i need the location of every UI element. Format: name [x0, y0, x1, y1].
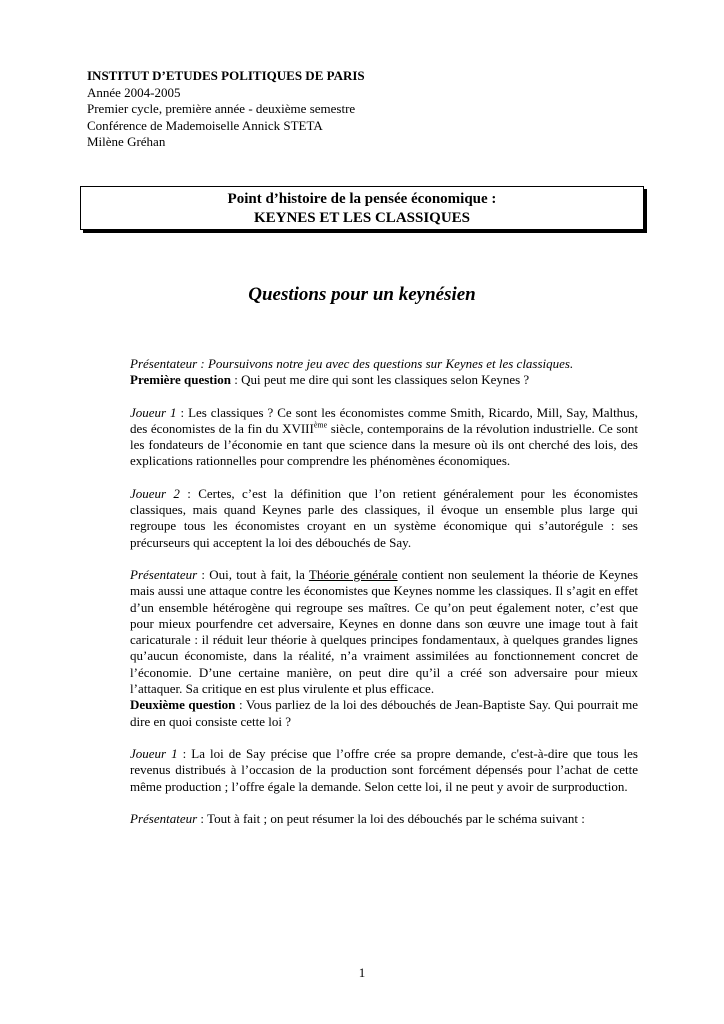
title-box — [80, 186, 644, 230]
paragraph-text: siècle, contemporains de la révolution industrielle. Ce sont les fondateurs de l’économie en tant que science dans la mesure où ils ont cherché des lois, des explications rationnelles pour comprendre les phénomènes économiques. — [130, 420, 639, 469]
speaker-label: Présentateur — [130, 810, 198, 826]
paragraph-1 — [130, 356, 638, 389]
institution-name: INSTITUT D’ETUDES POLITIQUES DE PARIS — [87, 68, 365, 83]
title-line-1: Point d’histoire de la pensée économique : — [227, 191, 497, 207]
conference-info: Conférence de Mademoiselle Annick STETA — [87, 117, 323, 133]
page-number: 1 — [358, 965, 366, 980]
document-header — [87, 68, 365, 151]
book-title: Théorie générale — [308, 566, 398, 582]
speaker-label: Joueur 2 — [130, 485, 180, 501]
speaker-label: Joueur 1 — [130, 404, 177, 420]
subtitle: Questions pour un keynésien — [248, 284, 476, 305]
question-text: : Vous parliez de la loi des débouchés de Jean-Baptiste Say. Qui pourrait me dire en quoi consiste cette loi ? — [130, 697, 638, 729]
paragraph-5 — [130, 746, 638, 795]
question-text: : Qui peut me dire qui sont les classiques selon Keynes ? — [230, 372, 530, 388]
paragraph-2 — [130, 405, 638, 470]
speaker-line: Présentateur : Poursuivons notre jeu avec des questions sur Keynes et les classiques. — [130, 356, 574, 371]
paragraph-text: : La loi de Say précise que l’offre crée sa propre demande, c'est-à-dire que tous les revenus distribués à l’occasion de la production sont forcément dépensés pour l’achat de cette même production ; l’offre égale la demande. Selon cette loi, il ne peut y avoir de surproduction. — [130, 745, 638, 794]
title-line-2: KEYNES ET LES CLASSIQUES — [253, 210, 471, 226]
paragraph-text: contient non seulement la théorie de Keynes mais aussi une attaque contre les économistes que Keynes nomme les classiques. Il s’agit en effet d’un ensemble hétérogène qui regroupe ses maîtres. Ce qu’on peut également noter, c’est que pour mieux pourfendre cet adversaire, Keynes en donne dans son œuvre une image tout à fait caricaturale : il réduit leur théorie à quelques principes fondamentaux, à quelques grandes lignes qu’aucun économiste, dans la réalité, n’a vraiment assimilées au fonctionnement concret de l’économie. D’une certaine manière, on peut dire qu’il a créé son adversaire pour mieux l’attaquer. Sa critique en est plus virulente et plus efficace. — [130, 566, 639, 697]
cycle-info: Premier cycle, première année - deuxième semestre — [87, 101, 356, 116]
question-label: Première question — [130, 372, 231, 388]
document-body — [130, 356, 638, 827]
paragraph-text: : Certes, c’est la définition que l’on retient généralement pour les économistes classiques, mais quand Keynes parle des classiques, il évoque un ensemble plus large qui regroupe tous les économistes croyant en un système économique qui s’autorégule : ses précurseurs qui acceptent la loi des débouchés de Say. — [130, 485, 638, 550]
paragraph-text: : Tout à fait ; on peut résumer la loi des débouchés par le schéma suivant : — [197, 810, 585, 826]
academic-year: Année 2004-2005 — [87, 84, 181, 100]
paragraph-text: : Les classiques ? Ce sont les économistes comme Smith, Ricardo, Mill, Say, Malthus, des économistes de la fin du XVIII — [130, 404, 638, 436]
question-label: Deuxième question — [130, 697, 236, 713]
paragraph-4 — [130, 567, 638, 730]
speaker-label: Joueur 1 — [130, 745, 178, 761]
paragraph-text: : Oui, tout à fait, la — [197, 566, 309, 582]
superscript: ème — [313, 420, 328, 430]
paragraph-6 — [130, 811, 638, 827]
author-name: Milène Gréhan — [87, 134, 166, 149]
paragraph-3 — [130, 486, 638, 551]
speaker-label: Présentateur — [130, 566, 198, 582]
